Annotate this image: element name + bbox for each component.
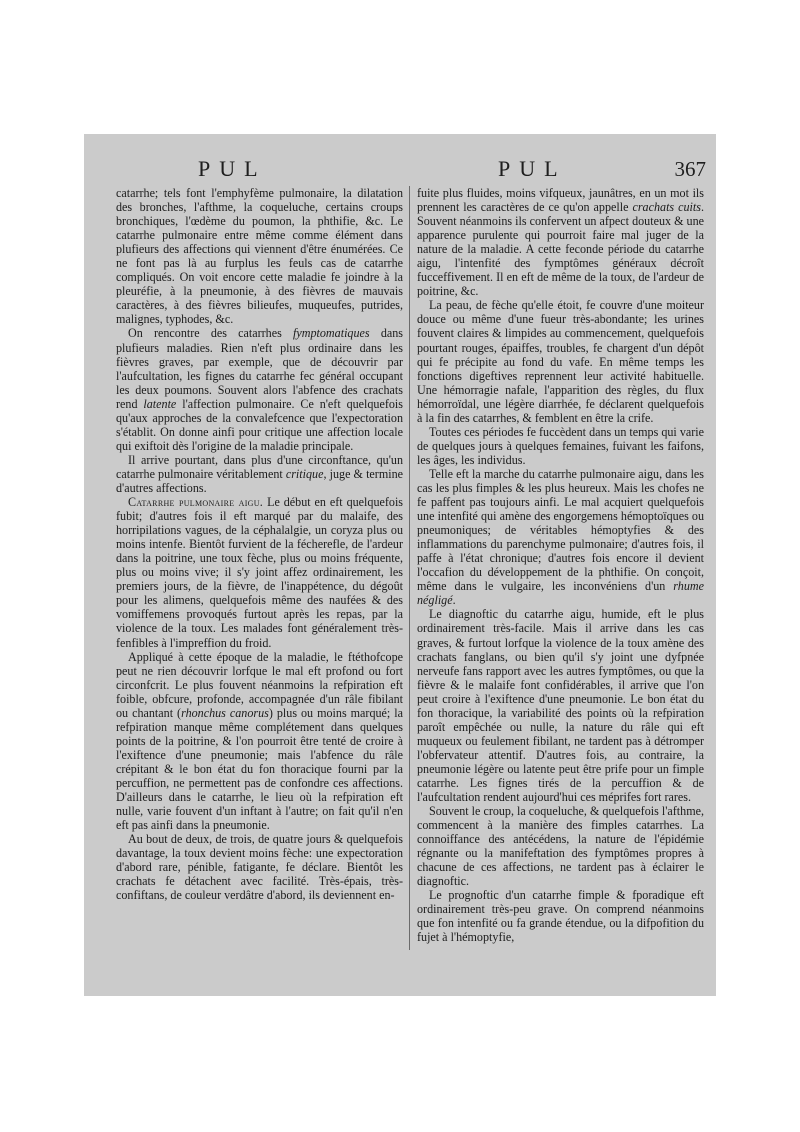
- text-run: Appliqué à cette époque de la maladie, le ftéthofcope peut ne rien découvrir lorfque le mal eft profond ou fort circonfcrit. Le plus fouvent néanmoins la refpiration eft foible, obfcure, profonde, accompagnée d'un râle fibilant ou chantant (: [116, 649, 403, 720]
- text-run: fuite plus fluides, moins vifqueux, jaunâtres, en un mot ils prennent les caractères de ce qu'on appelle: [417, 186, 704, 215]
- italic-term: crachats cuits: [632, 200, 701, 215]
- paragraph: catarrhe; tels font l'emphyfème pulmonaire, la dilatation des bronches, l'afthme, la coqueluche, certains croups bronchiques, l'œdème du poumon, la phthifie, &c. Le catarrhe pulmonaire entre même comme élément dans plufieurs des affections qui viennent d'être énumérées. Ce ne font pas là au furplus les feuls cas de catarrhe compliqués. On voit encore cette maladie fe joindre à la pleuréfie, à la pneumonie, à des fièvres de mauvais caractères, à des fièvres bilieufes, muqueufes, putrides, malignes, typhodes, &c.: [116, 186, 403, 327]
- text-run: l'affection pulmonaire. Ce n'eft quelquefois qu'aux approches de la convalefcence que l'expectoration s'établit. On donne ainfi pour critique une affection locale qui exiftoit dès l'origine de la maladie principale.: [116, 396, 403, 453]
- text-run: .: [452, 593, 456, 608]
- text-run: ) plus ou moins marqué; la refpiration manque même complétement dans quelques points de la poitrine, & l'on pourroit être tenté de croire à l'exiftence d'une pneumonie; mais l'abfence du râle crépitant & le bon état du fon thoracique fourni par la percuffion, ne permettent pas de confondre ces affections. D'ailleurs dans le catarrhe, le lieu où la refpiration eft nulle, varie fouvent d'un inftant à l'autre; on fait qu'il n'en eft pas ainfi dans la pneumonie.: [116, 705, 403, 833]
- paragraph: [116, 650, 403, 833]
- paragraph: Le diagnoftic du catarrhe aigu, humide, eft le plus ordinairement très-facile. Mais il arrive dans les cas graves, & furtout lorfque la violence de la toux amène des crachats fanglans, ou bien qu'il s'y joint une dyfpnée nerveufe fans rapport avec les autres fymptômes, ou que la fièvre & le malaife font confidérables, il arrive que l'on peut croire à l'exiftence d'une pneumonie. Le bon état du fon thoracique, la variabilité des points où la refpiration paroît empêchée ou nulle, la nature du râle qui eft muqueux ou feulement fibilant, ne tardent pas à détromper l'obfervateur attentif. D'autres fois, au contraire, la pneumonie légère ou latente peut être prife pour un fimple catarrhe. Les fignes tirés de la percuffion & de l'aufcultation rendent aujourd'hui ces méprifes fort rares.: [417, 607, 704, 805]
- text-run: On rencontre des catarrhes: [128, 326, 282, 341]
- text-run: dans plufieurs maladies. Rien n'eft plus ordinaire dans les fièvres graves, par exemple, que de découvrir par l'aufcultation, les fignes du catarrhe fec général occupant les deux poumons. Souvent alors l'abfence des crachats rend: [116, 326, 403, 411]
- paragraph: Le prognoftic d'un catarrhe fimple & fporadique eft ordinairement très-peu grave. On comprend néanmoins que fon intenfité ou fa grande étendue, ou la difpofition du fujet à l'hémoptyfie,: [417, 888, 704, 945]
- page-number: 367: [674, 157, 706, 181]
- italic-term: latente: [143, 396, 177, 411]
- paragraph: Au bout de deux, de trois, de quatre jours & quelquefois davantage, la toux devient moins fèche: une expectoration d'abord rare, pénible, fatigante, fe déclare. Bientôt les crachats fe détachent avec facilité. Très-épais, très-confiftans, de couleur verdâtre d'abord, ils deviennent en-: [116, 832, 403, 903]
- italic-term: fymptomatiques: [293, 326, 370, 341]
- paragraph: [417, 467, 704, 607]
- running-head-right: PUL: [498, 156, 567, 181]
- italic-term: rhonchus canorus: [181, 705, 269, 720]
- right-column: [417, 186, 704, 945]
- section-heading: Catarrhe pulmonaire aigu.: [128, 495, 264, 510]
- text-run: Il arrive pourtant, dans plus d'une circonftance, qu'un catarrhe pulmonaire véritablement: [116, 452, 403, 481]
- column-divider: [409, 186, 410, 950]
- italic-term: critique: [285, 466, 324, 481]
- paragraph: [417, 186, 704, 298]
- text-run: Telle eft la marche du catarrhe pulmonaire aigu, dans les cas les plus fimples & les plus heureux. Mais les chofes ne fe paffent pas toujours ainfi. Le mal acquiert quelquefois une intenfité qui amène des engorgemens hémoptoïques ou pneumoniques; de véritables hémoptyfies & des inflammations du parenchyme pulmonaire; d'autres fois, il paffe à l'état chronique; d'autres fois encore il devient l'occafion du développement de la phthifie. On conçoit, même dans le vulgaire, les inconvéniens d'un: [417, 466, 704, 594]
- paragraph: La peau, de fèche qu'elle étoit, fe couvre d'une moiteur douce ou même d'une fueur très-abondante; les urines fouvent claires & limpides au commencement, quelquefois pourtant rouges, épaiffes, troubles, fe chargent d'un dépôt qui fe précipite au fond du vafe. En même temps les fonctions digeftives reprennent leur activité habituelle. Une hémorragie nafale, l'apparition des règles, du flux hémorroïdal, une légère diarrhée, fe déclarent quelquefois à la fin des catarrhes, & femblent en être la crife.: [417, 298, 704, 425]
- paragraph: Souvent le croup, la coqueluche, & quelquefois l'afthme, commencent à la manière des fimples catarrhes. La connoiffance des antécédens, la nature de l'épidémie régnante ou la manifeftation des fymptômes propres à chacune de ces affections, ne tardent pas à éclairer le diagnoftic.: [417, 804, 704, 889]
- italic-term: rhume négligé: [417, 579, 704, 608]
- left-column: [116, 186, 403, 902]
- paragraph: Toutes ces périodes fe fuccèdent dans un temps qui varie de quelques jours à quelques femaines, fuivant les faifons, les âges, les individus.: [417, 424, 704, 467]
- paragraph: [116, 495, 403, 650]
- text-run: Le début en eft quelquefois fubit; d'autres fois il eft marqué par du malaife, des horripilations vagues, de la céphalalgie, un coryza plus ou moins intenfe. Bientôt furvient de la fécherefle, de l'ardeur dans la poitrine, une toux fèche, plus ou moins fréquente, plus ou moins vive; il s'y joint affez ordinairement, les premiers jours, de la fièvre, de l'inappétence, du dégoût pour les alimens, quelquefois même des naufées & des vomiffemens provoqués furtout après les repas, par la violence de la toux. Les malades font généralement très-fenfibles à l'impreffion du froid.: [116, 495, 404, 650]
- paragraph: [116, 326, 403, 452]
- running-head-left: PUL: [198, 156, 267, 181]
- paragraph: [116, 453, 403, 495]
- scanned-page: [84, 134, 716, 996]
- text-run: , juge & termine d'autres affections.: [116, 466, 404, 495]
- text-run: . Souvent néanmoins ils confervent un afpect douteux & une apparence purulente qui pourroit faire mal juger de la nature de la maladie. A cette feconde période du catarrhe aigu, l'intenfité des fymptômes généraux décroît fucceffivement. Il en eft de même de la toux, de l'ardeur de poitrine, &c.: [417, 200, 704, 299]
